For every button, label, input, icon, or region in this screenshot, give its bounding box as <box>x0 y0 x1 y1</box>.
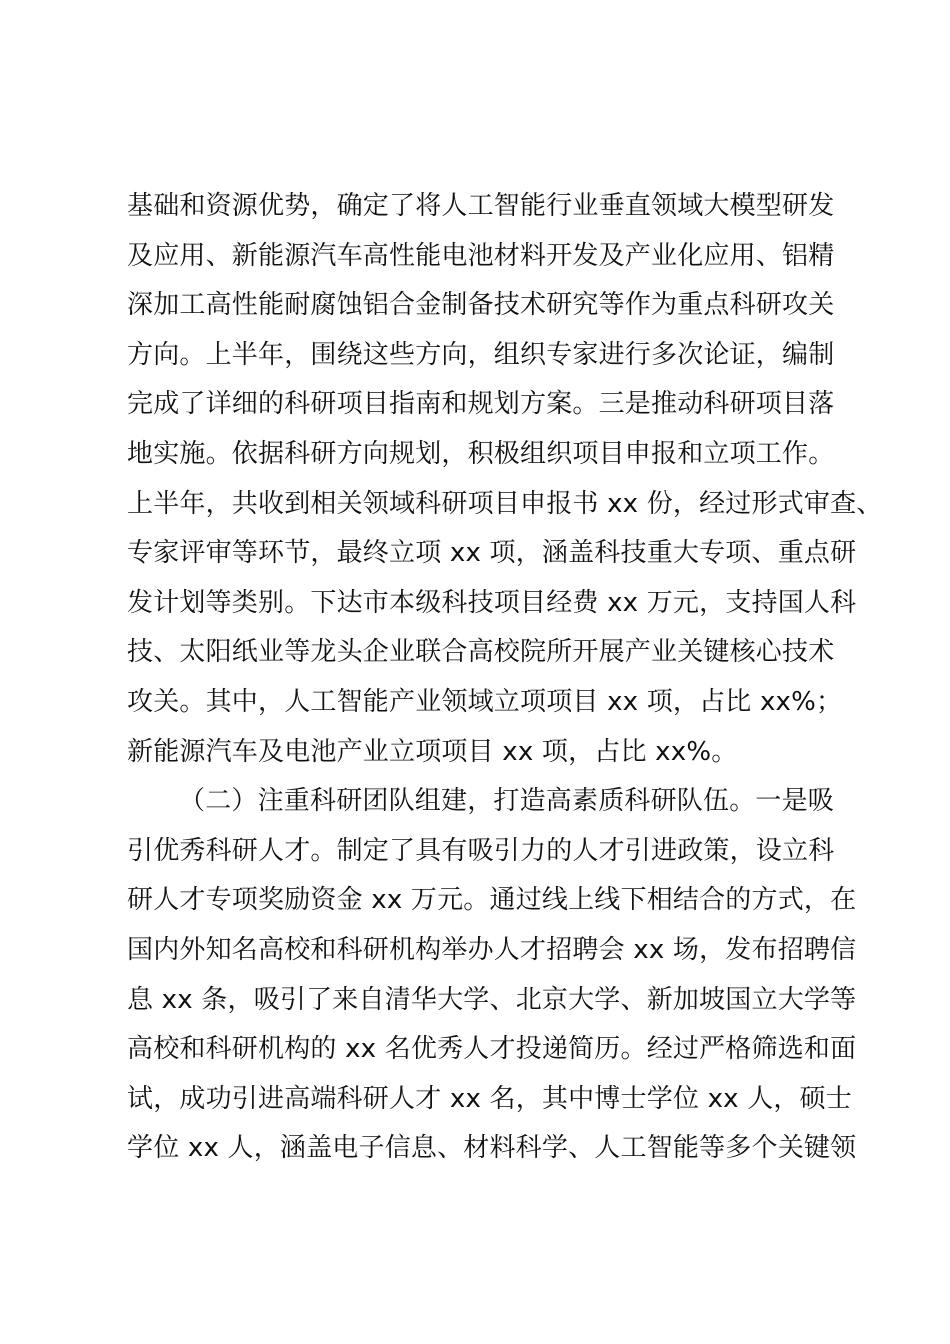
text-line: 试，成功引进高端科研人才 xx 名，其中博士学位 xx 人，硕士 <box>127 1083 853 1114</box>
text-line: 引优秀科研人才。制定了具有吸引力的人才引进政策，设立科 <box>127 835 835 866</box>
text-line: 深加工高性能耐腐蚀铝合金制备技术研究等作为重点科研攻关 <box>127 290 835 321</box>
text-line: 基础和资源优势，确定了将人工智能行业垂直领域大模型研发 <box>127 191 835 221</box>
text-line: 完成了详细的科研项目指南和规划方案。三是推动科研项目落 <box>127 389 835 420</box>
text-line: 高校和科研机构的 xx 名优秀人才投递简历。经过严格筛选和面 <box>127 1034 857 1065</box>
text-line: 国内外知名高校和科研机构举办人才招聘会 xx 场，发布招聘信 <box>127 934 857 965</box>
text-line: 及应用、新能源汽车高性能电池材料开发及产业化应用、铝精 <box>127 240 835 271</box>
section-heading-line: （二）注重科研团队组建，打造高素质科研队伍。一是吸 <box>179 786 835 817</box>
text-line: 学位 xx 人，涵盖电子信息、材料科学、人工智能等多个关键领 <box>127 1133 857 1164</box>
text-line: 息 xx 条，吸引了来自清华大学、北京大学、新加坡国立大学等 <box>127 984 857 1015</box>
text-line: 技、太阳纸业等龙头企业联合高校院所开展产业关键核心技术 <box>127 637 835 668</box>
text-line: 方向。上半年，围绕这些方向，组织专家进行多次论证，编制 <box>127 339 835 370</box>
text-line: 新能源汽车及电池产业立项项目 xx 项，占比 xx%。 <box>127 736 738 767</box>
text-line: 地实施。依据科研方向规划，积极组织项目申报和立项工作。 <box>127 438 835 469</box>
text-line: 上半年，共收到相关领域科研项目申报书 xx 份，经过形式审查、 <box>127 488 883 519</box>
body-text <box>127 182 883 1174</box>
text-line: 研人才专项奖励资金 xx 万元。通过线上线下相结合的方式，在 <box>127 885 857 916</box>
text-line: 攻关。其中，人工智能产业领域立项项目 xx 项，占比 xx%； <box>127 686 843 717</box>
text-line: 专家评审等环节，最终立项 xx 项，涵盖科技重大专项、重点研 <box>127 538 857 569</box>
text-line: 发计划等类别。下达市本级科技项目经费 xx 万元，支持国人科 <box>127 587 857 618</box>
